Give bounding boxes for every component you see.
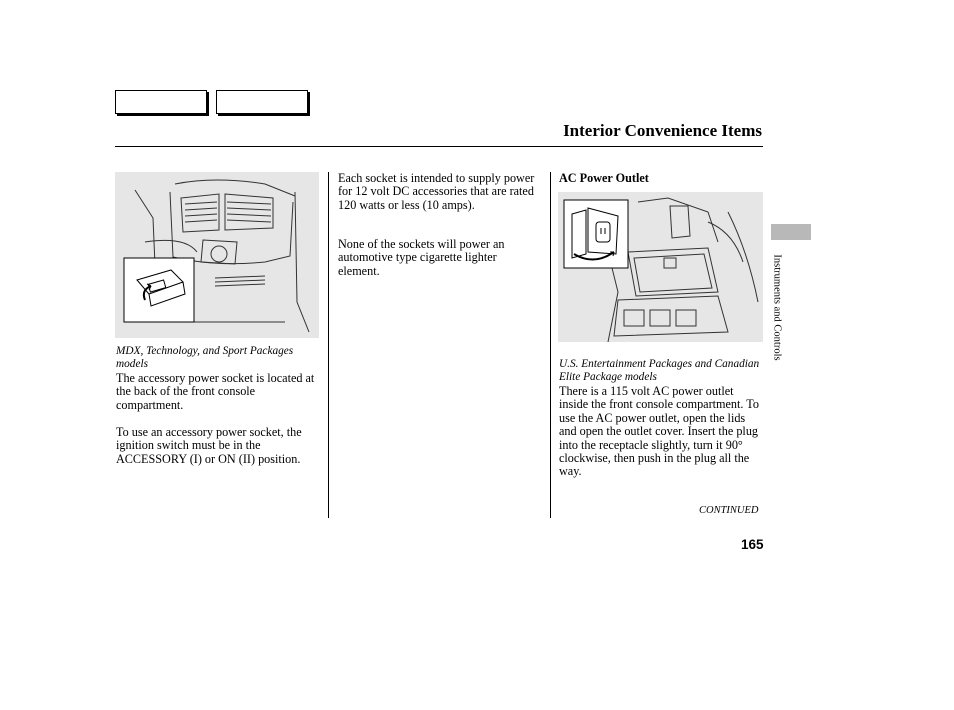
socket-caption: MDX, Technology, and Sport Packages models bbox=[116, 345, 294, 371]
page-title: Interior Convenience Items bbox=[563, 121, 762, 140]
nav-button-1[interactable] bbox=[115, 90, 207, 114]
ac-outlet-heading: AC Power Outlet bbox=[559, 171, 649, 185]
socket-paragraph-2: To use an accessory power socket, the ignition switch must be in the ACCESSORY (I) or ON (II) position. bbox=[116, 425, 302, 466]
socket-power-paragraph: Each socket is intended to supply power for 12 volt DC accessories that are rated 120 watts or less (10 amps). bbox=[338, 171, 535, 212]
section-tab bbox=[771, 224, 811, 240]
column-divider-2 bbox=[550, 172, 551, 518]
nav-button-2[interactable] bbox=[216, 90, 308, 114]
header-rule bbox=[115, 146, 763, 147]
section-label: Instruments and Controls bbox=[771, 253, 783, 361]
continued-label: CONTINUED bbox=[699, 505, 759, 516]
ac-outlet-caption: U.S. Entertainment Packages and Canadian Elite Package models bbox=[559, 358, 760, 384]
column-divider-1 bbox=[328, 172, 329, 518]
ac-outlet-paragraph: There is a 115 volt AC power outlet inside the front console compartment. To use the AC power outlet, open the lids and open the outlet cover. Insert the plug into the receptacle slightly, turn it 90° clockwise, then push in the plug all the way. bbox=[559, 384, 759, 479]
socket-warning-paragraph: None of the sockets will power an automotive type cigarette lighter element. bbox=[338, 237, 505, 278]
ac-outlet-illustration bbox=[558, 192, 763, 342]
accessory-socket-illustration bbox=[115, 172, 319, 338]
socket-paragraph-1: The accessory power socket is located at the back of the front console compartment. bbox=[116, 371, 315, 412]
page-number: 165 bbox=[741, 537, 764, 552]
